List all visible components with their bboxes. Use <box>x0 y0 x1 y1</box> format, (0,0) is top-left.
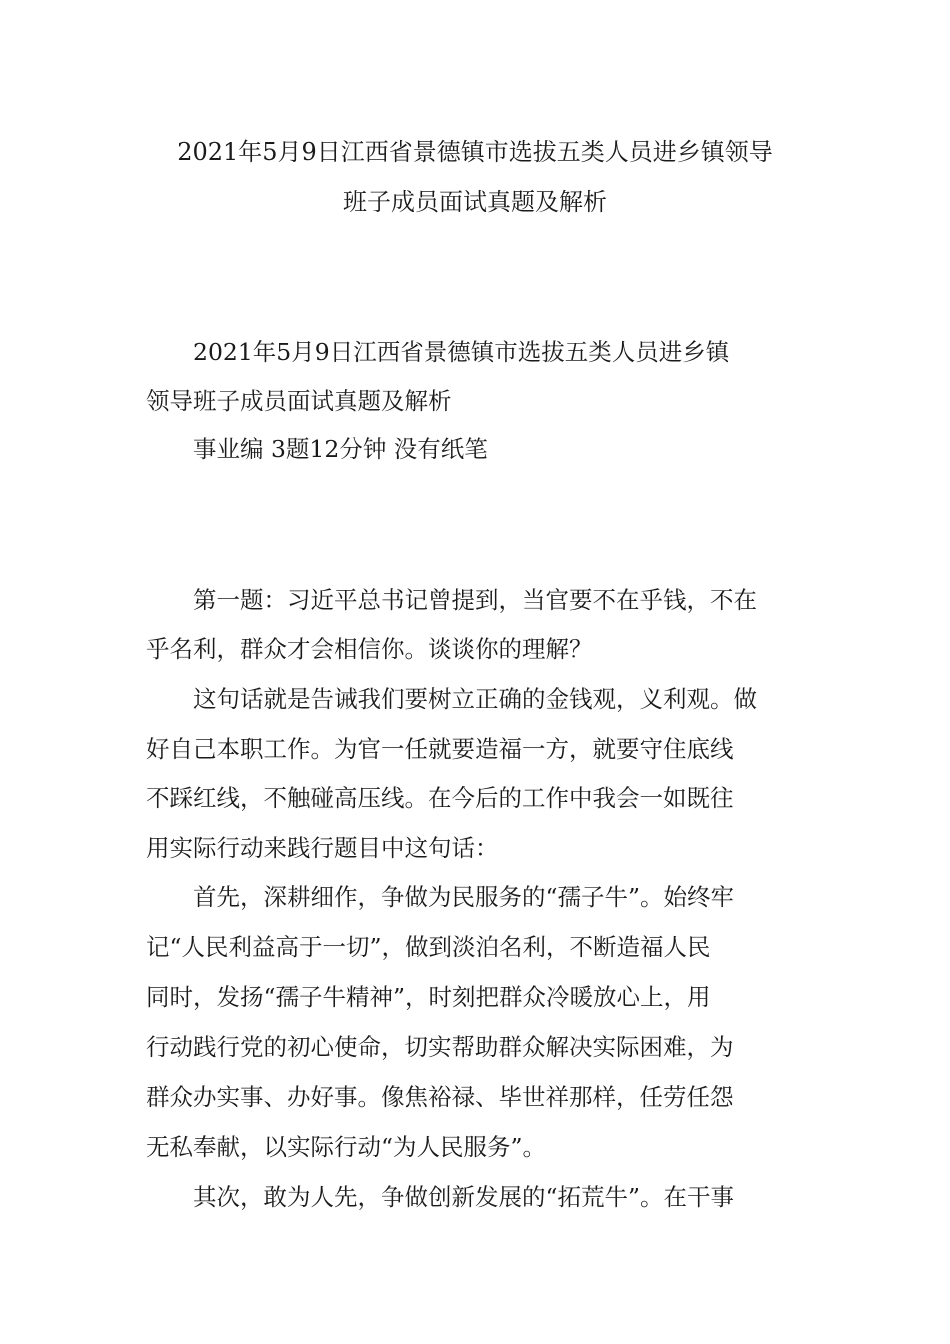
first-point-line: 同时，发扬“孺子牛精神”，时刻把群众冷暖放心上，用 <box>146 983 711 1011</box>
answer-paragraph-line: 不踩红线，不触碰高压线。在今后的工作中我会一如既往 <box>146 784 734 812</box>
question-1-line: 第一题：习近平总书记曾提到，当官要不在乎钱，不在 <box>193 586 757 614</box>
first-point-line: 首先，深耕细作，争做为民服务的“孺子牛”。始终牢 <box>193 883 735 911</box>
answer-paragraph-line: 用实际行动来践行题目中这句话： <box>146 834 499 862</box>
document-title-line-2: 班子成员面试真题及解析 <box>343 188 607 216</box>
document-title-line-1: 2021年5月9日江西省景德镇市选拔五类人员进乡镇领导 <box>177 138 773 166</box>
first-point-line: 行动践行党的初心使命，切实帮助群众解决实际困难，为 <box>146 1033 734 1061</box>
question-1-line: 乎名利，群众才会相信你。谈谈你的理解？ <box>146 635 593 663</box>
intro-paragraph-line: 2021年5月9日江西省景德镇市选拔五类人员进乡镇 <box>193 338 730 366</box>
answer-paragraph-line: 这句话就是告诫我们要树立正确的金钱观，义利观。做 <box>193 685 757 713</box>
second-point-line: 其次，敢为人先，争做创新发展的“拓荒牛”。在干事 <box>193 1183 735 1211</box>
first-point-line: 记“人民利益高于一切”，做到淡泊名利，不断造福人民 <box>146 933 711 961</box>
answer-paragraph-line: 好自己本职工作。为官一任就要造福一方，就要守住底线 <box>146 735 734 763</box>
first-point-line: 无私奉献，以实际行动“为人民服务”。 <box>146 1133 547 1161</box>
exam-info-line: 事业编 3题12分钟 没有纸笔 <box>193 435 488 463</box>
first-point-line: 群众办实事、办好事。像焦裕禄、毕世祥那样，任劳任怨 <box>146 1083 734 1111</box>
intro-paragraph-line: 领导班子成员面试真题及解析 <box>146 387 452 415</box>
